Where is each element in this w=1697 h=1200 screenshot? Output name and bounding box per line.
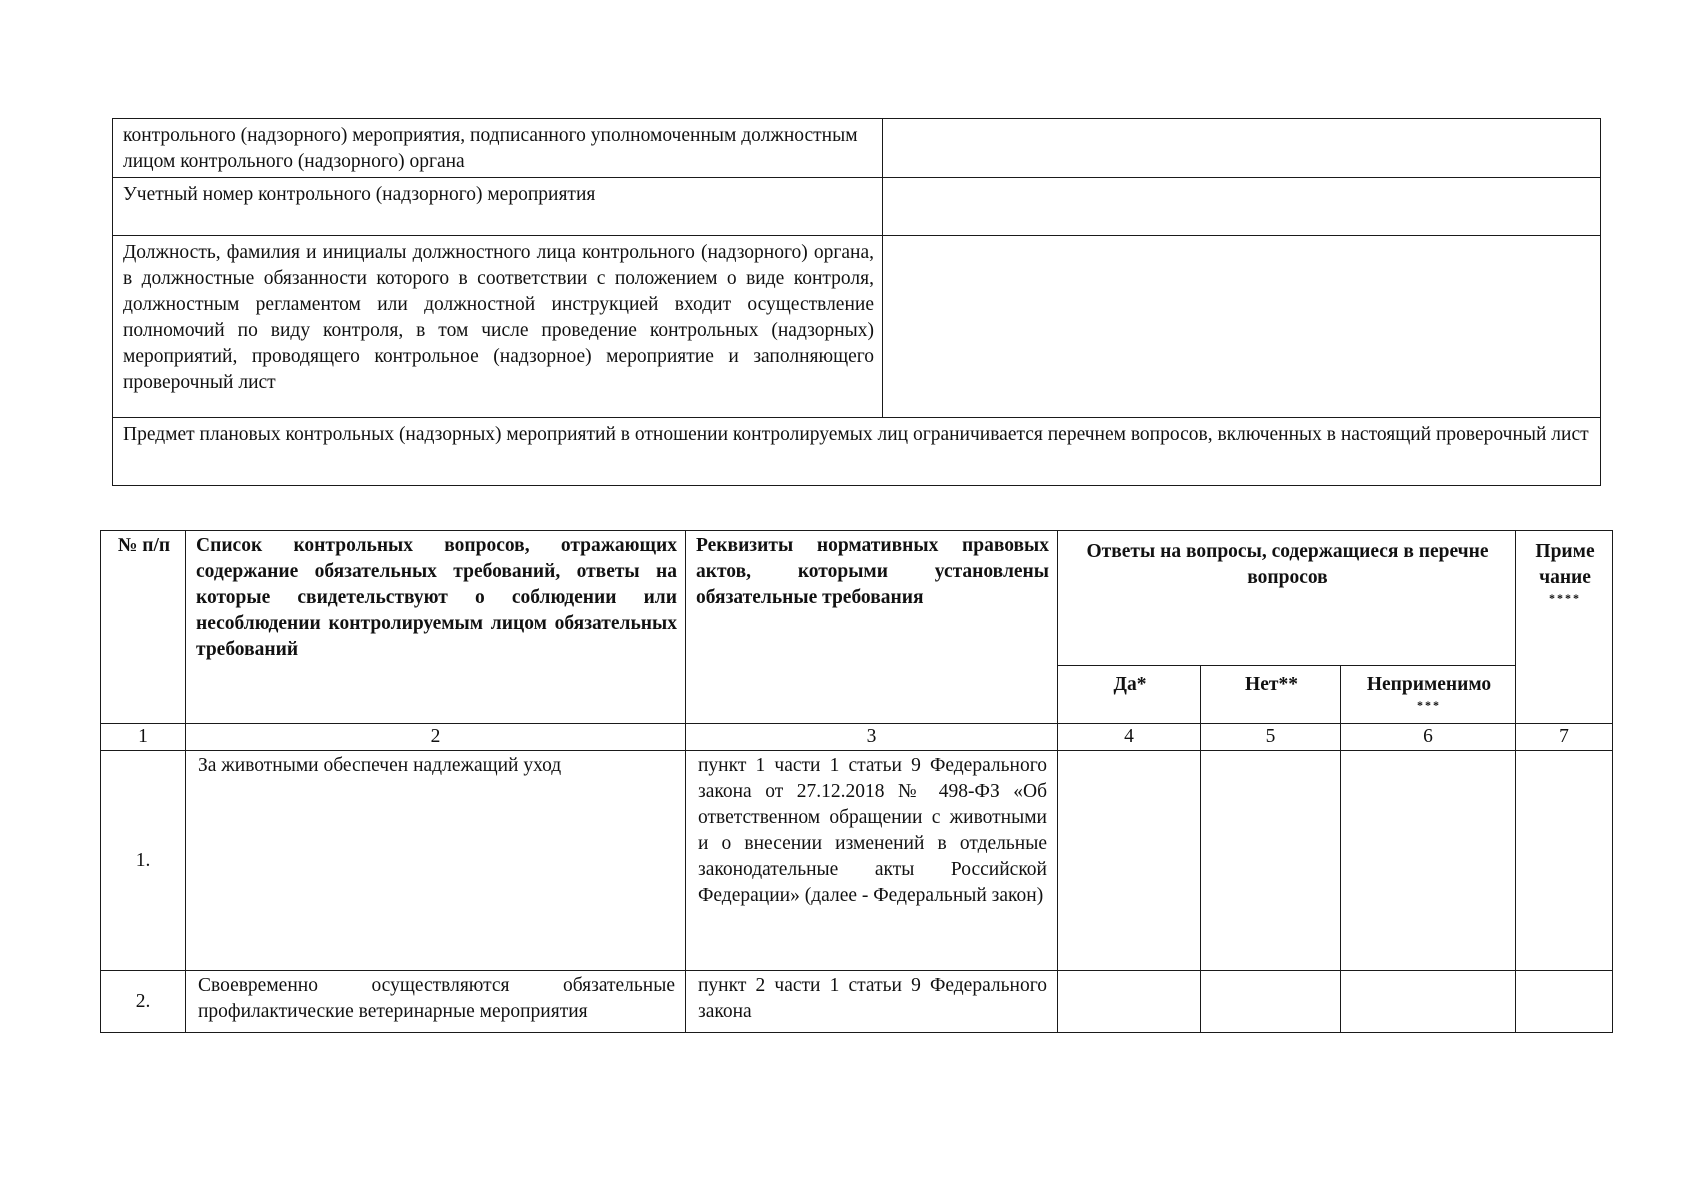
header-questions: Список контрольных вопросов, отражающих содержание обязательных требований, ответы на которые свидетельствуют о соблюдении или несоблюдении контролируемым лицом обязательных требований — [186, 531, 686, 724]
inspection-info-table — [112, 118, 1601, 486]
table-row — [101, 971, 1613, 1033]
header-number: № п/п — [101, 531, 186, 724]
scope-note: Предмет плановых контрольных (надзорных) мероприятий в отношении контролируемых лиц ограничивается перечнем вопросов, включенных в настоящий проверочный лист — [113, 418, 1601, 486]
info-label-signed-by: контрольного (надзорного) мероприятия, подписанного уполномоченным должностным лицом контрольного (надзорного) органа — [113, 119, 883, 178]
answer-yes-cell[interactable] — [1058, 751, 1201, 971]
row-number: 1. — [101, 751, 186, 971]
info-row — [113, 178, 1601, 236]
answer-no-cell[interactable] — [1201, 751, 1341, 971]
info-label-official: Должность, фамилия и инициалы должностного лица контрольного (надзорного) органа, в должностные обязанности которого в соответствии с положением о виде контроля, должностным регламентом или должностной инструкцией входит осуществление полномочий по виду контроля, в том числе проведение контрольных (надзорных) мероприятий, проводящего контрольное (надзорное) мероприятие и заполняющего проверочный лист — [113, 236, 883, 418]
header-yes: Да* — [1058, 666, 1201, 724]
header-no: Нет** — [1201, 666, 1341, 724]
column-number: 6 — [1341, 724, 1516, 751]
column-number: 5 — [1201, 724, 1341, 751]
header-legal-acts: Реквизиты нормативных правовых актов, которыми установлены обязательные требования — [686, 531, 1058, 724]
row-number: 2. — [101, 971, 186, 1033]
header-not-applicable-mark: *** — [1417, 698, 1441, 712]
note-cell[interactable] — [1516, 751, 1613, 971]
column-number: 2 — [186, 724, 686, 751]
answer-yes-cell[interactable] — [1058, 971, 1201, 1033]
header-note — [1516, 531, 1613, 724]
column-number: 3 — [686, 724, 1058, 751]
row-legal-act: пункт 1 части 1 статьи 9 Федерального закона от 27.12.2018 № 498-ФЗ «Об ответственном обращении с животными и о внесении изменений в отдельные законодательные акты Российской Федерации» (далее - Федеральный закон) — [686, 751, 1058, 971]
header-note-label: Приме чание — [1535, 541, 1595, 588]
column-number: 1 — [101, 724, 186, 751]
row-question: Своевременно осуществляются обязательные профилактические ветеринарные мероприятия — [186, 971, 686, 1033]
header-answers-group: Ответы на вопросы, содержащиеся в перечне вопросов — [1058, 531, 1516, 666]
table-row — [101, 751, 1613, 971]
column-number: 7 — [1516, 724, 1613, 751]
info-label-registration-number: Учетный номер контрольного (надзорного) мероприятия — [113, 178, 883, 236]
answer-not-applicable-cell[interactable] — [1341, 971, 1516, 1033]
header-not-applicable — [1341, 666, 1516, 724]
info-row — [113, 418, 1601, 486]
note-cell[interactable] — [1516, 971, 1613, 1033]
info-value-registration-number[interactable] — [883, 178, 1601, 236]
info-value-signed-by[interactable] — [883, 119, 1601, 178]
header-row — [101, 531, 1613, 666]
row-question: За животными обеспечен надлежащий уход — [186, 751, 686, 971]
column-numbers-row — [101, 724, 1613, 751]
header-note-mark: **** — [1549, 591, 1582, 605]
info-row — [113, 236, 1601, 418]
answer-not-applicable-cell[interactable] — [1341, 751, 1516, 971]
header-not-applicable-label: Неприменимо — [1366, 674, 1492, 695]
info-value-official[interactable] — [883, 236, 1601, 418]
checklist-table — [100, 530, 1613, 1033]
column-number: 4 — [1058, 724, 1201, 751]
answer-no-cell[interactable] — [1201, 971, 1341, 1033]
info-row — [113, 119, 1601, 178]
row-legal-act: пункт 2 части 1 статьи 9 Федерального закона — [686, 971, 1058, 1033]
